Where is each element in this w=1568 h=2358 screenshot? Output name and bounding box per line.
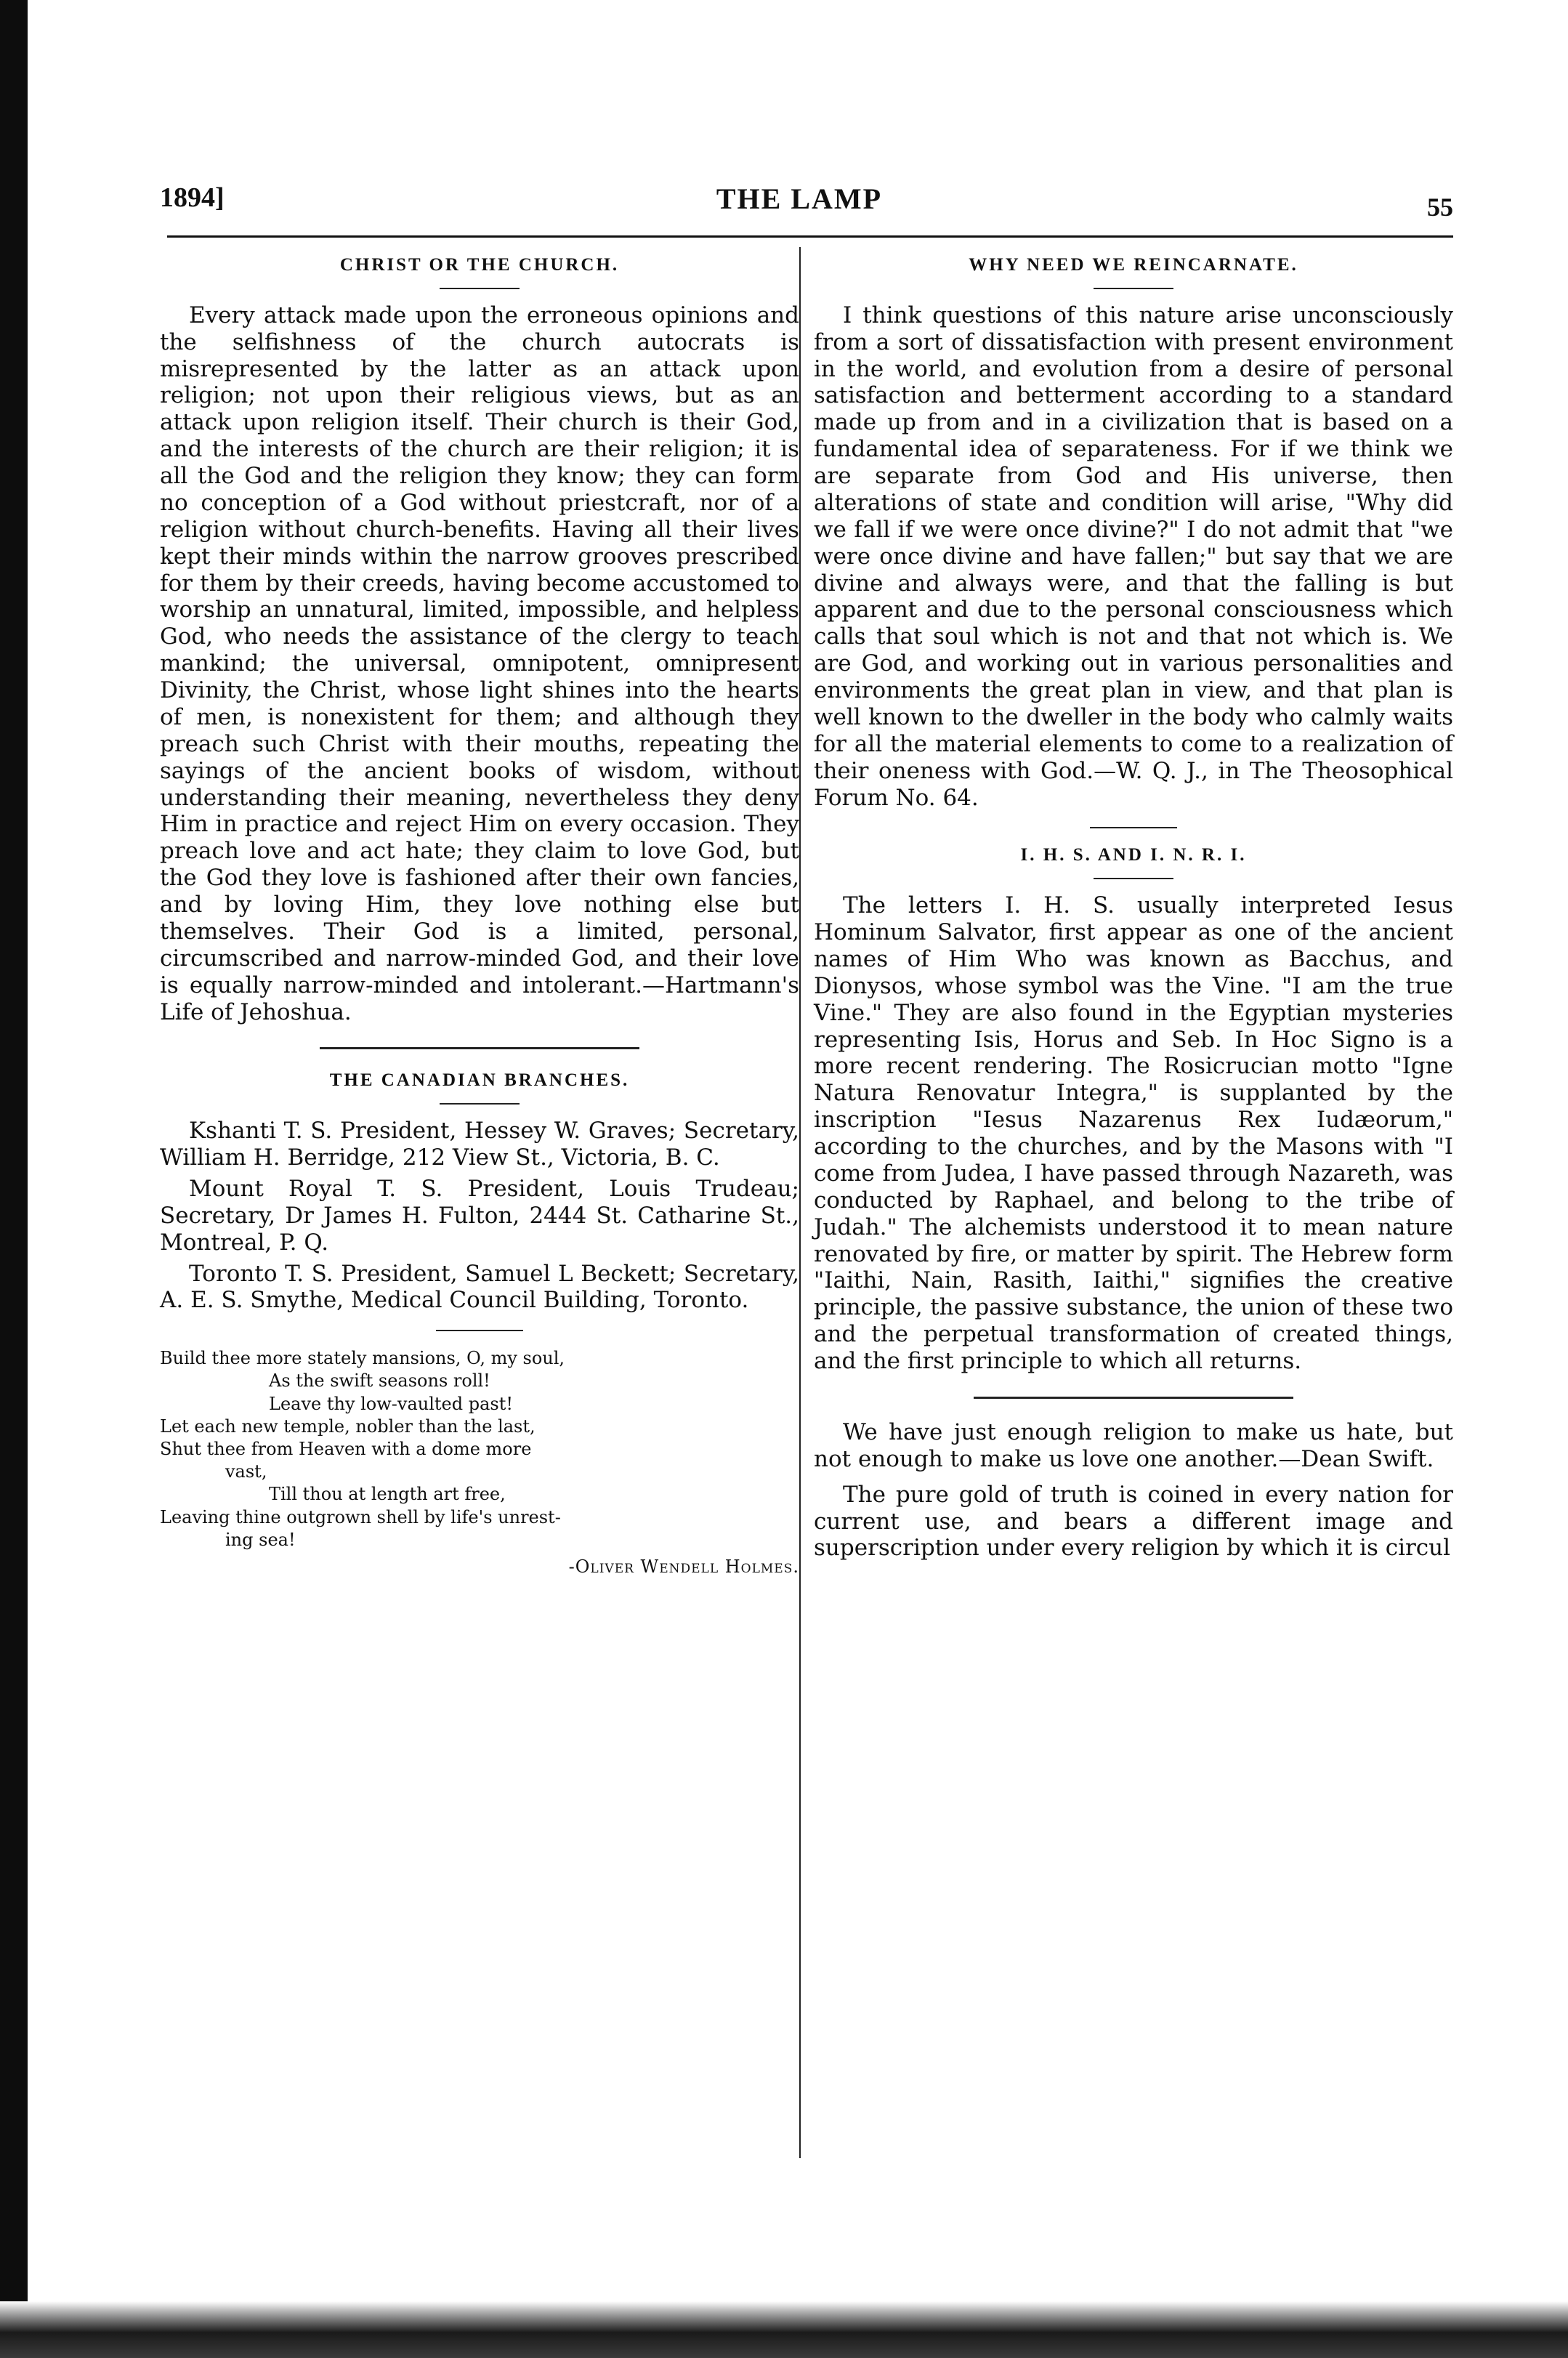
scan-edge-bottom <box>0 2301 1568 2358</box>
article-title-canadian-branches: THE CANADIAN BRANCHES. <box>329 1070 630 1091</box>
article-title-ihs-inri: I. H. S. AND I. N. R. I. <box>1020 845 1247 865</box>
poem-line: Leave thy low-vaulted past! <box>269 1393 514 1414</box>
title-rule <box>440 288 520 289</box>
quote-pure-gold: The pure gold of truth is coined in every nation for current use, and bears a different image and superscription under every religion by which it is circul <box>814 1481 1453 1562</box>
article-body-christ-or-the-church: Every attack made upon the erroneous opinions and the selfishness of the church autocrats is misrepresented by the latter as an attack upon religion; not upon their religious views, but as an attack upon religion itself. Their church is their God, and the interests of the church are their religion; it is all the God and the religion they know; they can form no conception of a God without priestcraft, nor of a religion without church-benefits. Having all their lives kept their minds within the narrow grooves prescribed for them by their creeds, having become accustomed to worship an unnatural, limited, impossible, and helpless God, who needs the assistance of the clergy to teach mankind; the universal, omnipotent, omnipresent Divinity, the Christ, whose light shines into the hearts of men, is nonexistent for them; and although they preach such Christ with their mouths, repeating the sayings of the ancient books of wisdom, without understanding their meaning, nevertheless they deny Him in practice and reject Him on every occasion. They preach love and act hate; they claim to love God, but the God they love is fashioned after their own fancies, and by loving Him, they love nothing else but themselves. Their God is a limited, personal, circumscribed and narrow-minded God, and their love is equally narrow-minded and intolerant.—Hartmann's Life of Jehoshua. <box>160 302 799 1025</box>
section-rule <box>436 1330 523 1331</box>
branch-entry: Mount Royal T. S. President, Louis Trudeau; Secretary, Dr James H. Fulton, 2444 St. Catharine St., Montreal, P. Q. <box>160 1175 799 1256</box>
title-rule <box>440 1103 520 1105</box>
page <box>145 174 1453 2180</box>
branch-list <box>160 1118 799 1314</box>
article-body-ihs-inri: The letters I. H. S. usually interpreted Iesus Hominum Salvator, first appear as one of the ancient names of Him Who was known as Bacchus, and Dionysos, whose symbol was the Vine. "I am the true Vine." They are also found in the Egyptian mysteries representing Isis, Horus and Seb. In Hoc Signo is a more recent rendering. The Rosicrucian motto "Igne Natura Renovatur Integra," is supplanted by the inscription "Iesus Nazarenus Rex Iudæorum," according to the churches, and by the Masons with "I come from Judea, I have passed through Nazareth, was conducted by Raphael, and belong to the tribe of Judah." The alchemists understood it to mean nature renovated by fire, or matter by spirit. The Hebrew form "Iaithi, Nain, Rasith, Iaithi," signifies the creative principle, the passive substance, the union of these two and the perpetual transformation of created things, and the first principle to which all returns. <box>814 892 1453 1374</box>
poem-line: vast, <box>225 1461 267 1482</box>
section-rule <box>1090 827 1177 828</box>
poem-line: Build thee more stately mansions, O, my soul, <box>160 1348 565 1369</box>
branch-entry: Toronto T. S. President, Samuel L Beckett; Secretary, A. E. S. Smythe, Medical Council Building, Toronto. <box>160 1260 799 1314</box>
scan-edge-left <box>0 0 28 2358</box>
title-rule <box>1094 288 1173 289</box>
quotes <box>814 1419 1453 1562</box>
section-rule <box>320 1047 639 1049</box>
poem-line: Let each new temple, nobler than the last, <box>160 1416 536 1437</box>
quote-dean-swift: We have just enough religion to make us hate, but not enough to make us love one another.—Dean Swift. <box>814 1418 1453 1472</box>
poem-line: Till thou at length art free, <box>269 1484 506 1505</box>
section-rule <box>974 1397 1293 1399</box>
left-column <box>160 254 799 1578</box>
header-year: 1894] <box>160 182 225 213</box>
poem-line: As the swift seasons roll! <box>269 1370 490 1392</box>
article-title-christ-or-the-church: CHRIST OR THE CHURCH. <box>339 255 620 275</box>
column-divider <box>799 247 801 2158</box>
header-title: THE LAMP <box>716 182 883 215</box>
branch-entry: Kshanti T. S. President, Hessey W. Graves; Secretary, William H. Berridge, 212 View St., Victoria, B. C. <box>160 1118 799 1171</box>
poem-line: Shut thee from Heaven with a dome more <box>160 1439 532 1459</box>
poem-line: Leaving thine outgrown shell by life's unrest- <box>160 1506 561 1527</box>
page-number: 55 <box>1427 193 1453 222</box>
running-header <box>145 174 1453 225</box>
poem-line: ing sea! <box>225 1529 296 1550</box>
header-rule <box>167 235 1453 238</box>
poem-attribution: -Oliver Wendell Holmes. <box>568 1556 799 1577</box>
title-rule <box>1094 878 1173 879</box>
poem <box>160 1347 799 1578</box>
article-body-why-need-we-reincarnate: I think questions of this nature arise unconsciously from a sort of dissatisfaction with present environment in the world, and evolution from a desire of personal satisfaction and betterment according to a standard made up from and in a civilization that is based on a fundamental idea of separateness. For if we think we are separate from God and His universe, then alterations of state and condition will arise, "Why did we fall if we were once divine?" I do not admit that "we were once divine and have fallen;" but say that we are divine and always were, and that the falling is but apparent and due to the personal consciousness which calls that soul which is not and that not which is. We are God, and working out in various personalities and environments the great plan in view, and that plan is well known to the dweller in the body who calmly waits for all the material elements to come to a realization of their oneness with God.—W. Q. J., in The Theosophical Forum No. 64. <box>814 302 1453 811</box>
article-title-why-need-we-reincarnate: WHY NEED WE REINCARNATE. <box>969 255 1298 275</box>
right-column <box>814 254 1453 1570</box>
